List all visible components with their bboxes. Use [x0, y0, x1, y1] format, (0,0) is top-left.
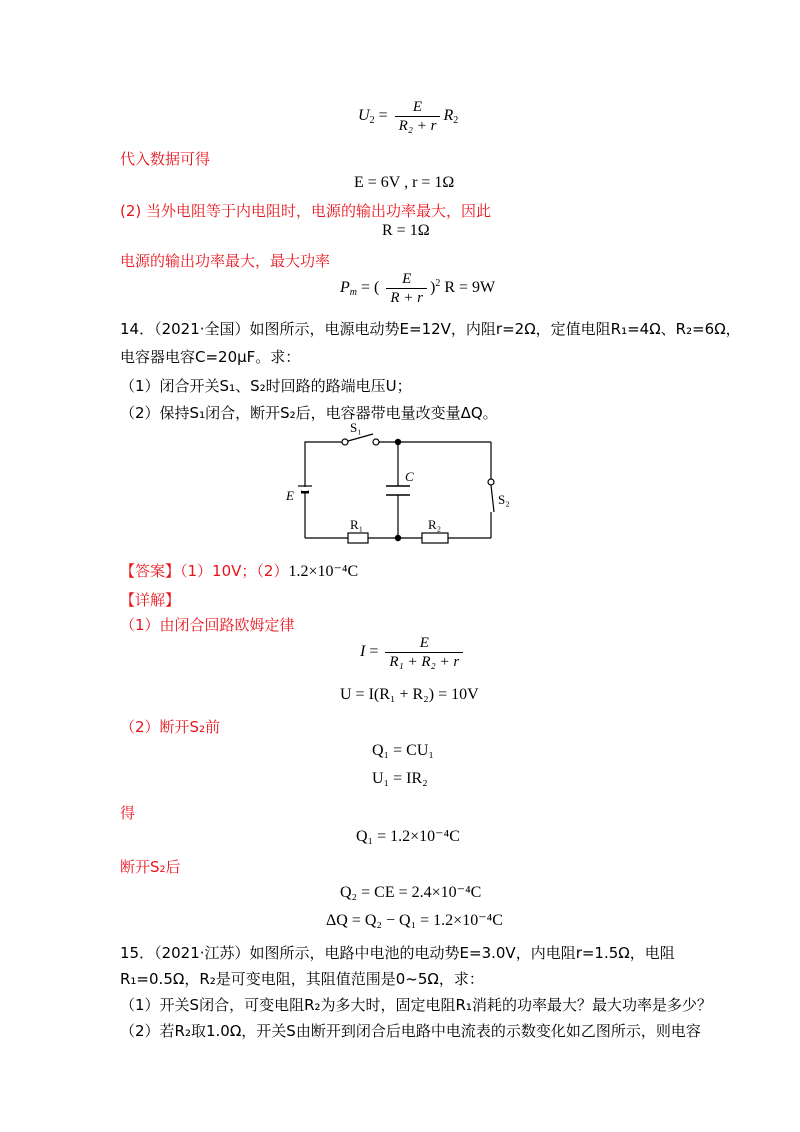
switch-s1-blade: [348, 434, 373, 441]
eq-q1-value: Q₁ = 1.2×10⁻⁴C: [356, 828, 460, 845]
circuit-diagram: [280, 420, 510, 550]
eq-pm: $P_m$ = ( $\frac{E}{R + r}$ )$^2$ R = 9W: [340, 271, 496, 306]
eq-u2: $U_2$ = $\frac{E}{\text{R₂ + r}}$ $R_2$: [358, 99, 459, 134]
answer-text: （1）10V；（2）: [180, 562, 289, 580]
switch-s1-terminal-right: [373, 439, 379, 445]
answer-tag: 【答案】: [120, 562, 181, 580]
resistor-r2: [422, 533, 448, 543]
switch-s2-terminal-top: [488, 479, 494, 485]
q14-part2: （2）保持S₁闭合，断开S₂后，电容器带电量改变量ΔQ。: [120, 404, 498, 422]
detail-step2: （2）断开S₂前: [120, 718, 221, 736]
answer14: [120, 560, 358, 581]
sol13-line1: 代入数据可得: [120, 150, 211, 168]
q15-part2: （2）若R₂取1.0Ω，开关S由断开到闭合后电路中电流表的示数变化如乙图所示，则电容: [120, 1022, 701, 1040]
junction-bottom: [395, 535, 401, 541]
label-r1: R₁: [350, 517, 364, 532]
answer-value: 1.2×10⁻⁴C: [288, 563, 359, 580]
label-c: C: [405, 469, 414, 484]
detail-tag: 【详解】: [120, 591, 181, 609]
q15-line1: 15．（2021·江苏）如图所示，电路中电池的电动势E=3.0V，内电阻r=1.5Ω，电阻: [120, 944, 675, 962]
q14-line1: 14．（2021·全国）如图所示，电源电动势E=12V，内阻r=2Ω，定值电阻R₁=4Ω、R₂=6Ω，: [120, 320, 741, 338]
sol13-line2: (2) 当外电阻等于内电阻时，电源的输出功率最大，因此: [120, 202, 492, 220]
eq-dq: ΔQ = Q₂ − Q₁ = 1.2×10⁻⁴C: [326, 912, 503, 929]
eq-u2-fraction: $\frac{E}{\text{R₂ + r}}$: [395, 98, 441, 135]
eq-i: I = $\frac{E}{\text{R₁ + R₂ + r}}$: [360, 634, 466, 671]
eq-q1: Q₁ = CU₁: [372, 742, 434, 759]
junction-top: [395, 439, 401, 445]
label-s2: S₂: [498, 492, 510, 507]
label-r2: R₂: [428, 517, 442, 532]
detail-step3: 断开S₂后: [120, 858, 181, 876]
wire-top-left: [305, 442, 342, 486]
switch-s2-blade: [491, 485, 494, 512]
detail-de: 得: [120, 804, 136, 822]
label-s1: S₁: [350, 420, 362, 435]
eq-q2: Q₂ = CE = 2.4×10⁻⁴C: [340, 884, 482, 901]
sol13-line3: 电源的输出功率最大，最大功率: [120, 252, 331, 270]
eq-r: R = 1Ω: [382, 222, 430, 239]
eq-e-r: E = 6V , r = 1Ω: [354, 174, 455, 191]
detail-step1: （1）由闭合回路欧姆定律: [120, 616, 295, 634]
q14-line2: 电容器电容C=20μF。求：: [120, 348, 301, 366]
resistor-r1: [348, 533, 368, 543]
eq-u1: U₁ = IR₂: [372, 770, 428, 787]
label-e: E: [286, 488, 294, 503]
q15-part1: （1）开关S闭合，可变电阻R₂为多大时，固定电阻R₁消耗的功率最大？最大功率是多少？: [120, 996, 712, 1014]
eq-i-fraction: $\frac{E}{\text{R₁ + R₂ + r}}$: [385, 634, 463, 671]
q15-line2: R₁=0.5Ω，R₂是可变电阻，其阻值范围是0~5Ω，求：: [120, 970, 484, 988]
switch-s1-terminal-left: [342, 439, 348, 445]
q14-part1: （1）闭合开关S₁、S₂时回路的路端电压U；: [120, 377, 412, 395]
eq-pm-fraction: $\frac{E}{R + r}$: [386, 270, 427, 307]
eq-u: U = I(R₁ + R₂) = 10V: [340, 686, 479, 703]
